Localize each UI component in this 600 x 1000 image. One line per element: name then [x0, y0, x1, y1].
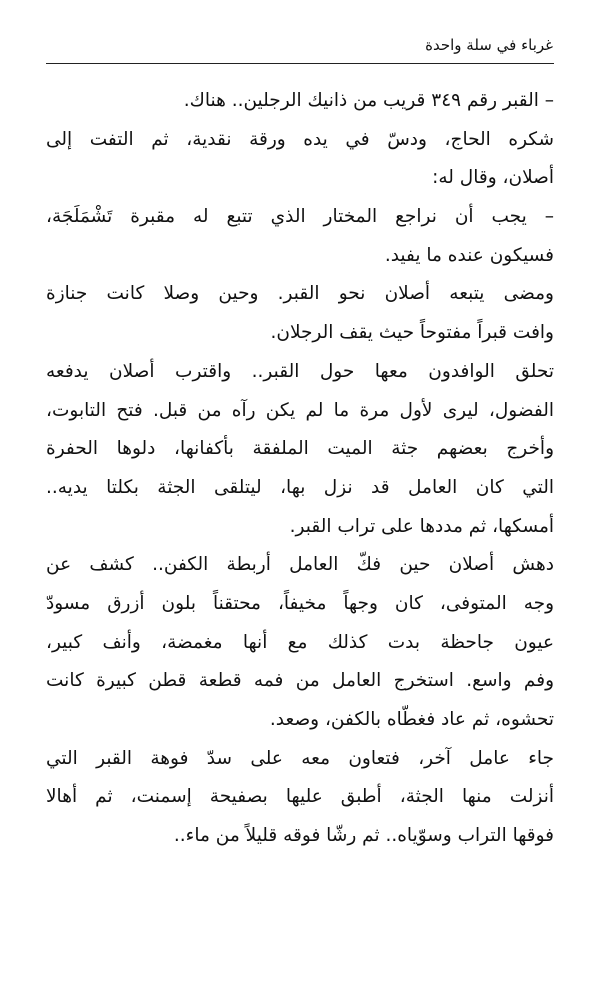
text-line: دهش أصلان حين فكّ العامل أربطة الكفن.. كشف عن [46, 554, 554, 576]
text-line: تحشوه، ثم عاد فغطّاه بالكفن، وصعد. [269, 709, 554, 730]
text-line: فسيكون عنده ما يفيد. [384, 244, 554, 266]
text-line: شكره الحاج، ودسّ في يده ورقة نقدية، ثم التفت إلى [46, 128, 554, 150]
text-line: أمسكها، ثم مددها على تراب القبر. [289, 515, 554, 537]
text-line: التي كان العامل قد نزل بها، ليتلقى الجثة بكلتا يديه.. [46, 476, 554, 498]
text-line: عيون جاحظة بدت كذلك مع أنها مغمضة، وأنف كبير، [46, 631, 554, 653]
text-line: وجه المتوفى، كان وجهاً مخيفاً، محتقناً بلون أزرق مسودّ [46, 592, 554, 614]
text-line: – القبر رقم ٣٤٩ قريب من ذانيك الرجلين.. هناك. [183, 90, 554, 111]
text-line: وافت قبراً مفتوحاً حيث يقف الرجلان. [270, 322, 554, 344]
text-line: تحلق الوافدون معها حول القبر.. واقترب أصلان يدفعه [46, 360, 554, 382]
text-line: – يجب أن نراجع المختار الذي تتبع له مقبرة تَشْمَلَجَة، [46, 206, 554, 228]
text-line: وأخرج بعضهم جثة الميت الملفقة بأكفانها، دلوها الحفرة [46, 438, 554, 460]
text-line: ومضى يتبعه أصلان نحو القبر. وحين وصلا كانت جنازة [46, 283, 554, 305]
text-line: فوقها التراب وسوّياه.. ثم رشّا فوقه قليلاً من ماء.. [173, 825, 554, 847]
body-text [46, 82, 554, 856]
running-header-title: غرباء في سلة واحدة [425, 36, 553, 54]
text-line: الفضول، ليرى لأول مرة ما لم يكن رآه من قبل. فتح التابوت، [46, 399, 554, 421]
text-line: أصلان، وقال له: [432, 167, 554, 189]
text-line: أنزلت منها الجثة، أطبق عليها بصفيحة إسمنت، ثم أهالا [46, 786, 554, 808]
text-line: جاء عامل آخر، فتعاون معه على سدّ فوهة القبر التي [46, 747, 554, 769]
header-rule [46, 63, 554, 64]
text-line: وفم واسع. استخرج العامل من فمه قطعة قطن كبيرة كانت [46, 670, 554, 692]
